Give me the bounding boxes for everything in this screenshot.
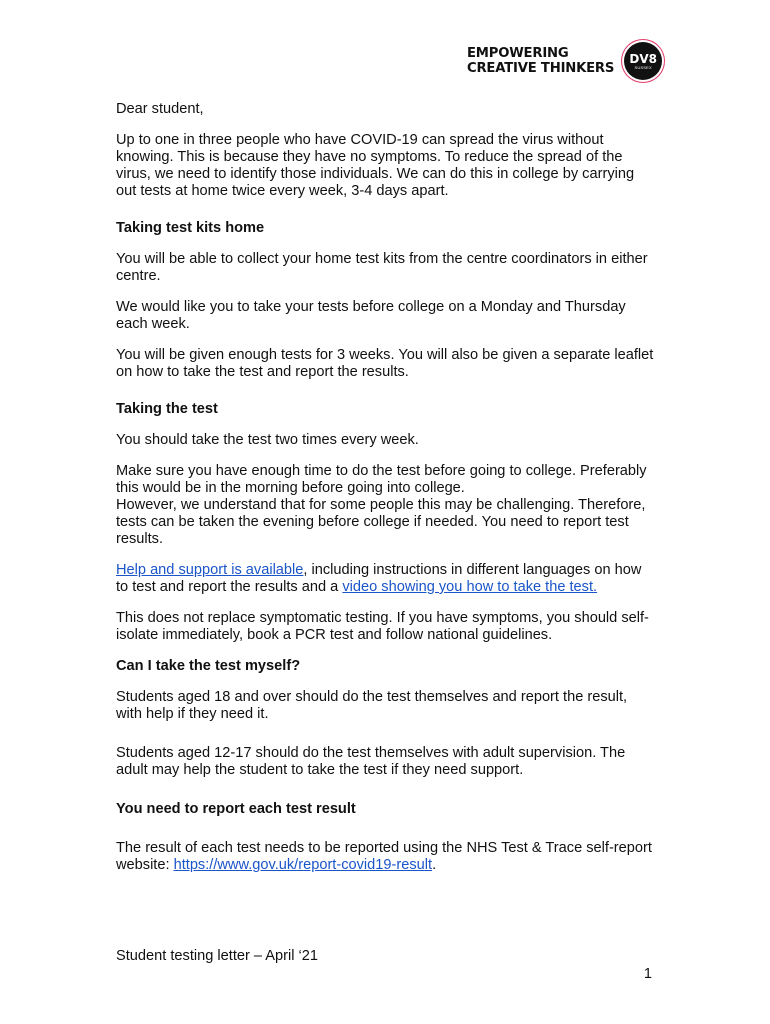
heading-taking-the-test: Taking the test: [116, 401, 218, 417]
paragraph-text: .: [432, 857, 437, 873]
greeting: Dear student,: [116, 101, 204, 117]
paragraph: You should take the test two times every week.: [116, 432, 419, 448]
footer-text: Student testing letter – April ‘21: [116, 948, 319, 964]
heading-taking-test-kits-home: Taking test kits home: [116, 220, 265, 236]
badge-subtext: SUSSEX: [634, 64, 652, 70]
report-covid-result-link[interactable]: https://www.gov.uk/report-covid19-result: [173, 857, 433, 873]
paragraph: You will be given enough tests for 3 weeks. You will also be given a separate leaflet on how to take the test and report the results.: [116, 347, 654, 380]
paragraph: You will be able to collect your home test kits from the centre coordinators in either centre.: [116, 251, 648, 284]
paragraph-line: Make sure you have enough time to do the test before going to college. Preferably this would be in the morning before going into college.: [116, 463, 647, 496]
intro-paragraph: Up to one in three people who have COVID-19 can spread the virus without knowing. This is because they have no symptoms. To reduce the spread of the virus, we need to identify those individuals. We can do this in college by carrying out tests at home twice every week, 3-4 days apart.: [116, 132, 635, 199]
heading-report-each-result: You need to report each test result: [116, 801, 356, 817]
paragraph: Students aged 18 and over should do the test themselves and report the result, with help if they need it.: [116, 689, 628, 722]
page-number: 1: [643, 966, 652, 982]
logo-line-2: CREATIVE THINKERS: [467, 61, 615, 76]
paragraph-with-links: [116, 562, 656, 596]
help-and-support-link[interactable]: Help and support is available: [116, 562, 304, 578]
paragraph: This does not replace symptomatic testing. If you have symptoms, you should self- isolate immediately, book a PCR test and follow national guidelines.: [116, 610, 649, 643]
paragraph-with-link: [116, 840, 656, 874]
college-logo: [467, 42, 662, 80]
dv8-badge-icon: [624, 42, 662, 80]
paragraph: [116, 463, 656, 548]
paragraph-text: , including instructions in different languages on how to test and report the results and a: [116, 562, 642, 595]
paragraph-text: The result of each test needs to be reported using the NHS Test & Trace self-report website:: [116, 840, 652, 873]
paragraph: Students aged 12-17 should do the test themselves with adult supervision. The adult may help the student to take the test if they need support.: [116, 745, 626, 778]
logo-tagline: [467, 46, 614, 76]
video-how-to-test-link[interactable]: video showing you how to take the test.: [342, 579, 598, 595]
badge-text: DV8: [629, 51, 657, 66]
logo-line-1: EMPOWERING: [467, 46, 569, 61]
paragraph-line: However, we understand that for some people this may be challenging. Therefore, tests can be taken the evening before college if needed. You need to report test results.: [116, 497, 646, 547]
paragraph: We would like you to take your tests before college on a Monday and Thursday each week.: [116, 299, 626, 332]
letter-body: [116, 101, 656, 888]
heading-can-i-take-test-myself: Can I take the test myself?: [116, 658, 301, 674]
